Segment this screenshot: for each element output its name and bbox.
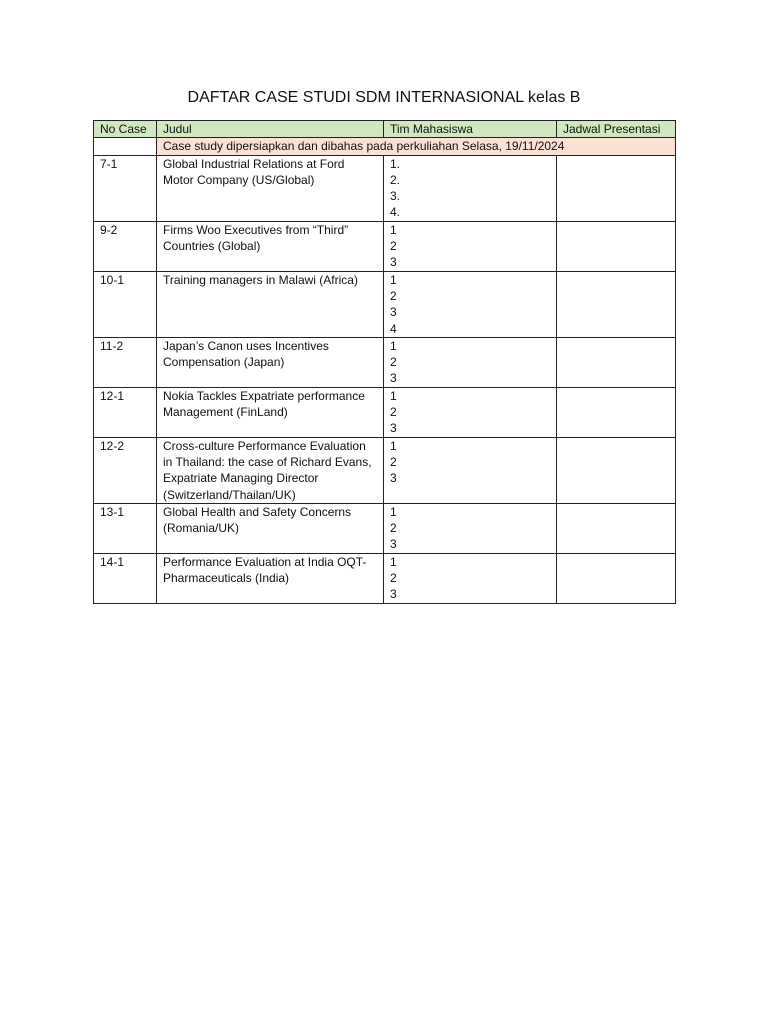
team-member-slot: 3 xyxy=(390,305,397,320)
table-row xyxy=(94,387,676,437)
table-body xyxy=(94,138,676,603)
case-title: Japan’s Canon uses Incentives Compensation (Japan) xyxy=(157,337,384,387)
note-text: Case study dipersiapkan dan dibahas pada perkuliahan Selasa, 19/11/2024 xyxy=(157,138,676,155)
case-number: 11-2 xyxy=(94,337,157,387)
header-jadwal-presentasi: Jadwal Presentasi xyxy=(557,121,676,138)
team-members xyxy=(384,437,557,503)
case-title: Global Industrial Relations at Ford Motor Company (US/Global) xyxy=(157,155,384,221)
team-member-slot: 1 xyxy=(390,554,397,569)
team-members xyxy=(384,387,557,437)
presentation-schedule xyxy=(557,503,676,553)
team-member-slot: 2. xyxy=(390,172,401,187)
table-row xyxy=(94,437,676,503)
team-member-slot: 2 xyxy=(390,239,397,254)
team-members xyxy=(384,155,557,221)
table-row xyxy=(94,155,676,221)
team-member-slot: 1 xyxy=(390,338,397,353)
case-number: 14-1 xyxy=(94,553,157,603)
case-number: 10-1 xyxy=(94,271,157,337)
case-title: Nokia Tackles Expatriate performance Management (FinLand) xyxy=(157,387,384,437)
team-member-slot: 2 xyxy=(390,571,397,586)
team-member-slot: 1 xyxy=(390,388,397,403)
table-row xyxy=(94,221,676,271)
table-row xyxy=(94,337,676,387)
team-members xyxy=(384,221,557,271)
team-member-slot: 1 xyxy=(390,504,397,519)
team-member-slot: 1 xyxy=(390,272,397,287)
team-member-slot: 4. xyxy=(390,205,401,220)
presentation-schedule xyxy=(557,437,676,503)
case-study-table xyxy=(93,120,676,604)
team-member-slot: 1. xyxy=(390,156,401,171)
team-member-slot: 3 xyxy=(390,421,397,436)
team-members xyxy=(384,503,557,553)
note-row xyxy=(94,138,676,155)
team-member-slot: 3 xyxy=(390,371,397,386)
case-title: Cross-culture Performance Evaluation in Thailand: the case of Richard Evans, Expatriate Managing Director (Switzerland/Thailan/UK) xyxy=(157,437,384,503)
case-title: Global Health and Safety Concerns (Romania/UK) xyxy=(157,503,384,553)
case-title: Training managers in Malawi (Africa) xyxy=(157,271,384,337)
team-member-slot: 1 xyxy=(390,438,397,453)
presentation-schedule xyxy=(557,553,676,603)
team-member-slot: 3 xyxy=(390,471,397,486)
presentation-schedule xyxy=(557,337,676,387)
team-member-slot: 3 xyxy=(390,255,397,270)
case-number: 13-1 xyxy=(94,503,157,553)
team-member-slot: 3 xyxy=(390,537,397,552)
team-members xyxy=(384,271,557,337)
team-member-slot: 3. xyxy=(390,189,401,204)
presentation-schedule xyxy=(557,221,676,271)
case-number: 9-2 xyxy=(94,221,157,271)
note-empty-cell xyxy=(94,138,157,155)
team-member-slot: 4 xyxy=(390,321,397,336)
presentation-schedule xyxy=(557,271,676,337)
team-member-slot: 2 xyxy=(390,454,397,469)
presentation-schedule xyxy=(557,387,676,437)
table-row xyxy=(94,271,676,337)
header-judul: Judul xyxy=(157,121,384,138)
team-member-slot: 2 xyxy=(390,288,397,303)
table-header-row xyxy=(94,121,676,138)
case-number: 7-1 xyxy=(94,155,157,221)
case-number: 12-2 xyxy=(94,437,157,503)
team-member-slot: 2 xyxy=(390,521,397,536)
case-number: 12-1 xyxy=(94,387,157,437)
team-member-slot: 1 xyxy=(390,222,397,237)
header-tim-mahasiswa: Tim Mahasiswa xyxy=(384,121,557,138)
presentation-schedule xyxy=(557,155,676,221)
header-no-case: No Case xyxy=(94,121,157,138)
team-member-slot: 3 xyxy=(390,587,397,602)
team-member-slot: 2 xyxy=(390,355,397,370)
team-members xyxy=(384,337,557,387)
case-title: Performance Evaluation at India OQT-Pharmaceuticals (India) xyxy=(157,553,384,603)
team-members xyxy=(384,553,557,603)
table-row xyxy=(94,553,676,603)
table-row xyxy=(94,503,676,553)
case-title: Firms Woo Executives from “Third” Countries (Global) xyxy=(157,221,384,271)
page-title: DAFTAR CASE STUDI SDM INTERNASIONAL kelas B xyxy=(187,89,581,106)
team-member-slot: 2 xyxy=(390,405,397,420)
